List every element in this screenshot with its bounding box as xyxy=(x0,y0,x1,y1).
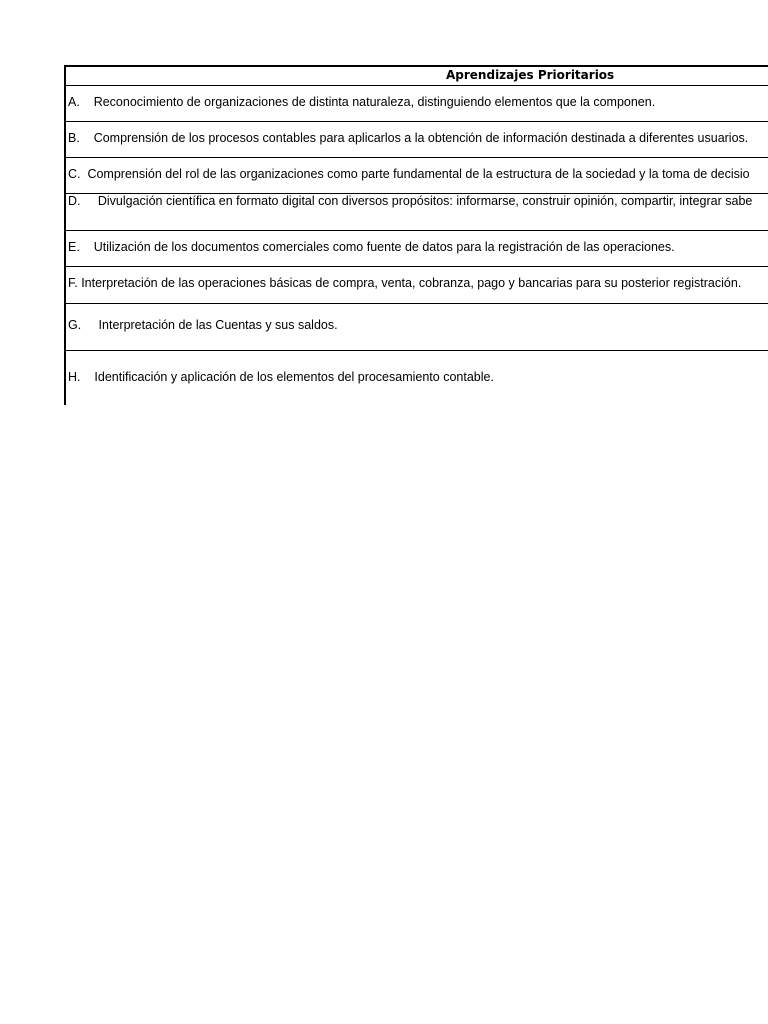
table-row-a xyxy=(66,86,768,122)
table-header xyxy=(66,65,768,86)
table-row-e xyxy=(66,231,768,267)
row-text: E. Utilización de los documentos comerciales como fuente de datos para la registración de las operaciones. xyxy=(68,240,675,254)
priorities-table xyxy=(64,65,768,405)
spreadsheet-area xyxy=(64,65,768,405)
row-text: B. Comprensión de los procesos contables para aplicarlos a la obtención de información destinada a diferentes usuarios. xyxy=(68,131,749,145)
table-row-f xyxy=(66,267,768,304)
row-text: D. Divulgación científica en formato digital con diversos propósitos: informarse, construir opinión, compartir, integrar sabe xyxy=(68,194,753,208)
row-text: F. Interpretación de las operaciones básicas de compra, venta, cobranza, pago y bancarias para su posterior registración. xyxy=(68,276,742,290)
row-text: C. Comprensión del rol de las organizaciones como parte fundamental de la estructura de la sociedad y la toma de decisio xyxy=(68,167,750,181)
header-title: Aprendizajes Prioritarios xyxy=(446,68,615,82)
row-text: A. Reconocimiento de organizaciones de distinta naturaleza, distinguiendo elementos que la componen. xyxy=(68,95,656,109)
row-text: H. Identificación y aplicación de los elementos del procesamiento contable. xyxy=(68,370,494,384)
table-row-h xyxy=(66,351,768,405)
table-row-b xyxy=(66,122,768,158)
table-row-d xyxy=(66,194,768,231)
table-row-g xyxy=(66,304,768,351)
row-text: G. Interpretación de las Cuentas y sus saldos. xyxy=(68,318,338,332)
table-row-c xyxy=(66,158,768,194)
